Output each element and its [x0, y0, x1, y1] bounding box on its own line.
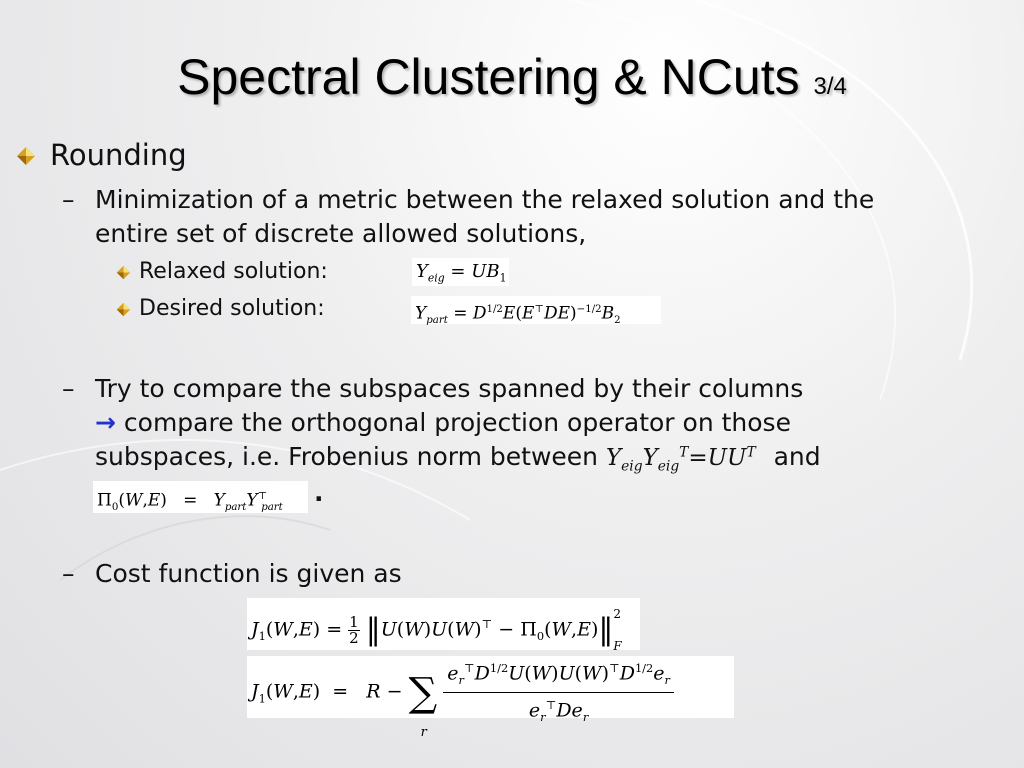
- desired-equation: $Y_{part} = D^{1/2}E(E^⊤DE)^{-1/2}B_2$: [411, 296, 661, 324]
- sub2-line3: [95, 442, 821, 475]
- sub1-line1: Minimization of a metric between the relaxed solution and the: [95, 185, 875, 214]
- title-fraction: 3/4: [813, 73, 847, 100]
- sub2-line2-text: compare the orthogonal projection operator on those: [123, 408, 791, 437]
- right-arrow-icon: →: [95, 408, 116, 437]
- title-text: Spectral Clustering & NCuts: [177, 49, 800, 105]
- diamond-bullet-icon: [116, 302, 131, 317]
- sub2-line3-text: subspaces, i.e. Frobenius norm between: [95, 442, 598, 471]
- dash-marker: –: [62, 185, 75, 214]
- sub1-line2: entire set of discrete allowed solutions,: [95, 219, 587, 248]
- dash-marker: –: [62, 559, 75, 588]
- sub2-period: .: [314, 478, 324, 507]
- sub2-line2: [95, 408, 791, 437]
- dash-marker: –: [62, 374, 75, 403]
- desired-solution-label: Desired solution:: [139, 296, 325, 321]
- relaxed-equation: $Y_{eig} = UB_1$: [412, 258, 509, 286]
- cost-equation-2: $J_1(W,E) = R$ − ∑ r $\frac{e_r^⊤D^{1/2}U(W)U(W)^⊤D^{1/2}e_r}{e_r^⊤De_r}$: [247, 656, 734, 718]
- pi-zero-equation: $\Pi_0(W,E) = Y_{part}Y^⊤_{part}$: [93, 481, 308, 513]
- sub2-and: and: [773, 442, 821, 471]
- sub3-text: Cost function is given as: [95, 559, 402, 588]
- relaxed-solution-label: Relaxed solution:: [139, 259, 328, 284]
- cost-equation-1: $J_1(W,E)$ = $\frac{1}{2}$ ‖U(W)U(W)⊤ − $\Pi_0(W,E)‖2$ F: [247, 598, 640, 650]
- sub2-line1: Try to compare the subspaces spanned by their columns: [95, 374, 804, 403]
- projection-formula: $Y_{eig}Y_{eig}^T=UU^T$: [605, 444, 756, 475]
- diamond-bullet-icon: [116, 265, 131, 280]
- diamond-bullet-icon: [16, 146, 36, 166]
- bullet-rounding: Rounding: [50, 138, 187, 172]
- slide-title: [0, 48, 1024, 106]
